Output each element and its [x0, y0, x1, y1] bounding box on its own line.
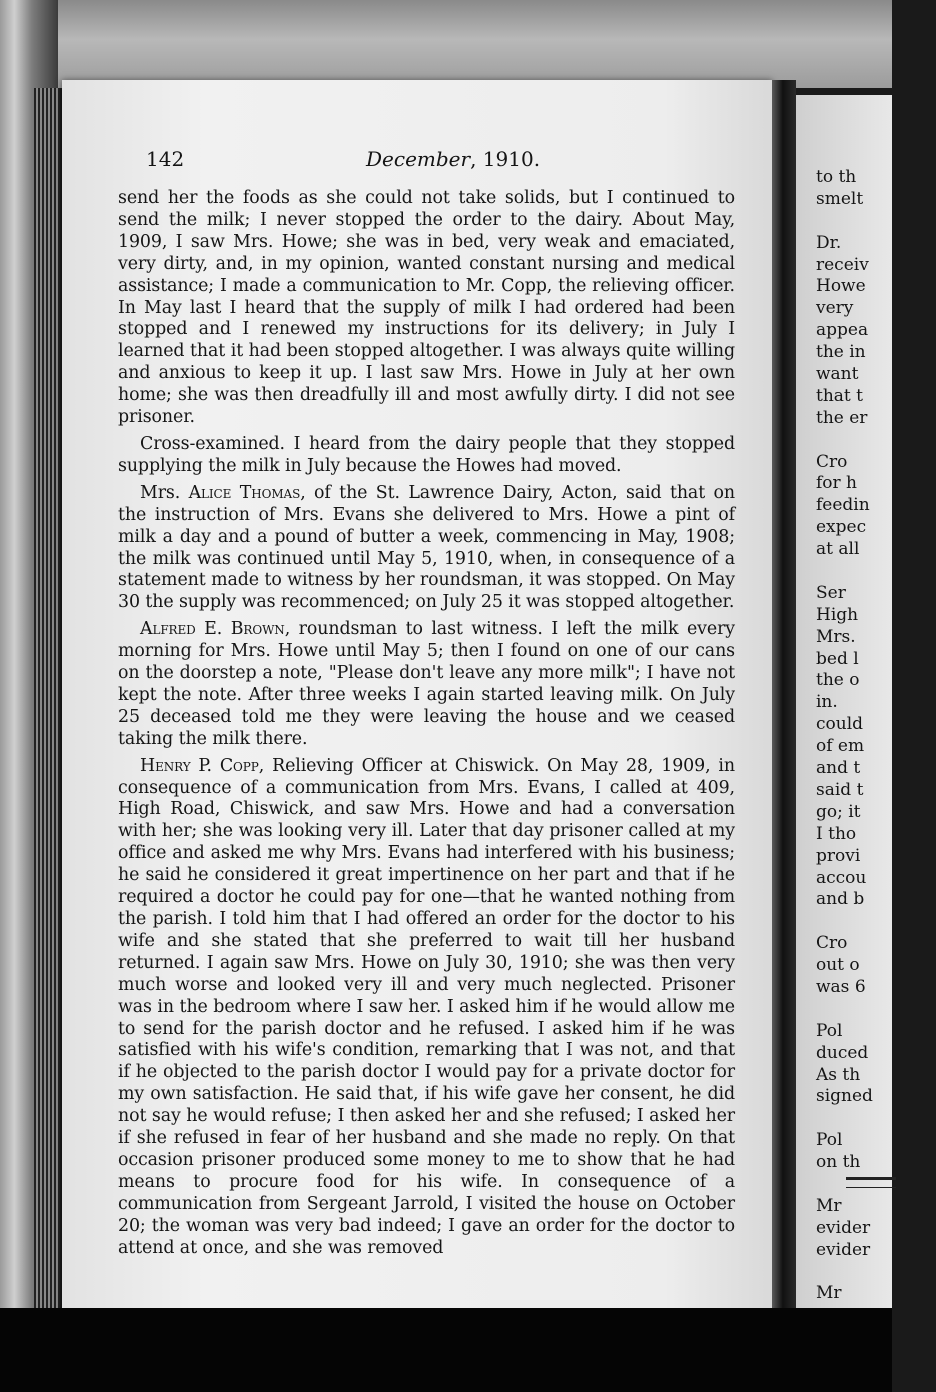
right-page-fragment: for h — [816, 473, 858, 494]
right-page-rule — [846, 1177, 896, 1180]
right-page-fragment — [816, 1262, 936, 1284]
testimony-text: , roundsman to last witness. I left the milk every morning for Mrs. Howe until May 5; then I found on one of our cans on the doorstep a note, "Please don't leave any more milk"; I have not kept the note. After three weeks I again started leaving milk. On July 25 deceased told me they were leaving the house and we ceased taking the milk there. — [118, 619, 736, 749]
right-page-fragment: Mr — [816, 1283, 842, 1304]
right-page-fragment: very — [816, 298, 854, 319]
right-page-fragment: could — [816, 714, 864, 735]
right-page-fragment: in. — [816, 692, 838, 713]
paragraph-2: Cross-examined. I heard from the dairy people that they stopped supplying the milk in July because the Howes had moved. — [118, 433, 735, 476]
right-page-fragment: to th — [816, 167, 857, 187]
running-title — [366, 147, 540, 171]
right-page-fragment: of em — [816, 736, 865, 757]
right-page-fragment: and b — [816, 889, 865, 910]
right-page-fragment: duced — [816, 1042, 869, 1063]
page-number: 142 — [146, 147, 185, 171]
book-spine-edge — [34, 88, 60, 1308]
paragraph-5 — [118, 756, 735, 1260]
right-page-fragment: High — [816, 604, 859, 625]
right-page-fragment — [816, 1108, 936, 1130]
right-page-fragment — [816, 999, 936, 1021]
right-page-fragment: and t — [816, 758, 861, 779]
right-page-fragment: at all — [816, 539, 860, 560]
paragraph-4 — [118, 619, 735, 750]
right-page-fragment: the in — [816, 342, 866, 363]
right-page-fragment: want — [816, 364, 859, 385]
right-page-fragment: bed l — [816, 648, 859, 669]
right-page-fragment: Ser — [816, 582, 846, 603]
right-page-fragment: the er — [816, 407, 868, 428]
witness-title: Mrs. — [140, 482, 189, 503]
right-page-fragment: appea — [816, 320, 869, 341]
right-page-rule-thin — [846, 1187, 896, 1188]
right-page-fragment: go; it — [816, 801, 861, 822]
right-page-fragment: smelt — [816, 188, 864, 209]
running-title-year: , 1910. — [470, 147, 541, 171]
right-page-fragment: Howe — [816, 276, 866, 297]
testimony-text: , Relieving Officer at Chiswick. On May 28, 1909, in consequence of a communication from Mrs. Evans, I called at 409, High Road, Chiswick, and saw Mrs. Howe and had a conversation with her; she was looking very ill. Later that day prisoner called at my office and asked me why Mrs. Evans had interfered with his business; he said he considered it great impertinence on her part and that if he required a doctor he could pay for one—that he wanted nothing from the parish. I told him that I had offered an order for the doctor to his wife and she stated that she preferred to wait till her husband returned. I again saw Mrs. Howe on July 30, 1910; she was then very much worse and looked very ill and very much neglected. Prisoner was in the bedroom where I saw her. I asked him if he would allow me to send for the parish doctor and he refused. I asked him if he was satisfied with his wife's condition, remarking that I was not, and that if he objected to the parish doctor I would pay for a private doctor for my own satisfaction. He said that, if his wife gave her consent, he did not say he would refuse; I then asked her and she refused; I asked her if she refused in fear of her husband and she made no reply. On that occasion prisoner produced some money to me to show that he had means to procure food for his wife. In consequence of a communication from Sergeant Jarrold, I visited the house on October 20; the woman was very bad indeed; I gave an order for the doctor to attend at once, and she was removed — [118, 755, 735, 1258]
page-body — [118, 188, 735, 1265]
scan-bottom-band — [0, 1308, 892, 1392]
right-page-fragment: expec — [816, 517, 867, 538]
right-page-fragment: As th — [816, 1064, 861, 1085]
right-page-fragment: Mr — [816, 1195, 842, 1216]
right-page-fragment — [816, 430, 936, 452]
right-page-fragment: was 6 — [816, 976, 866, 997]
right-page-fragment: that t — [816, 385, 863, 406]
right-page-fragment: signed — [816, 1086, 873, 1107]
page-header — [146, 147, 770, 173]
right-page-fragment: provi — [816, 845, 861, 866]
right-page-fragment: evider — [816, 1239, 871, 1260]
scan-top-margin — [0, 0, 892, 88]
running-title-month: December — [366, 147, 471, 171]
paragraph-3 — [118, 483, 735, 614]
right-page-fragment: Dr. — [816, 232, 842, 253]
book-gutter — [772, 80, 796, 1310]
witness-name: Alice Thomas — [188, 482, 301, 503]
right-page-fragment: Pol — [816, 1020, 843, 1041]
right-page-fragment: on th — [816, 1152, 861, 1173]
right-page-fragment: I tho — [816, 823, 857, 844]
paragraph-1: send her the foods as she could not take solids, but I continued to send the milk; I never stopped the order to the dairy. About May, 1909, I saw Mrs. Howe; she was in bed, very weak and emaciated, very dirty, and, in my opinion, wanted constant nursing and medical assistance; I made a communication to Mr. Copp, the relieving officer. In May last I heard that the supply of milk I had ordered had been stopped and I renewed my instructions for its delivery; in July I learned that it had been stopped altogether. I was always quite willing and anxious to keep it up. I last saw Mrs. Howe in July at her own home; she was then dreadfully ill and most awfully dirty. I did not see prisoner. — [118, 188, 735, 428]
right-page-fragment: Cro — [816, 451, 848, 472]
right-page-fragment: Cro — [816, 933, 848, 954]
witness-name: Alfred E. Brown — [140, 619, 285, 640]
testimony-text: , of the St. Lawrence Dairy, Acton, said that on the instruction of Mrs. Evans she delivered to Mrs. Howe a pint of milk a day and a pound of butter a week, commencing in May, 1908; the milk was continued until May 5, 1910, when, in consequence of a statement made to witness by her roundsman, it was stopped. On May 30 the supply was recommenced; on July 25 it was stopped altogether. — [118, 482, 735, 613]
right-page-fragment: feedin — [816, 495, 870, 516]
right-page-text — [816, 167, 936, 1327]
right-page-fragment: said t — [816, 779, 864, 800]
right-page-fragment: Mrs. — [816, 626, 856, 647]
right-page-fragment: evider — [816, 1217, 871, 1238]
right-page-fragment — [816, 911, 936, 933]
right-page-fragment: accou — [816, 867, 867, 888]
right-page-fragment: out o — [816, 955, 860, 976]
right-page-fragment: Pol — [816, 1130, 843, 1151]
right-page-fragment — [816, 561, 936, 583]
right-page — [796, 95, 892, 1310]
witness-name: Henry P. Copp — [140, 755, 259, 776]
right-page-fragment — [816, 211, 936, 233]
right-page-fragment: the o — [816, 670, 860, 691]
right-page-fragment: receiv — [816, 254, 869, 275]
